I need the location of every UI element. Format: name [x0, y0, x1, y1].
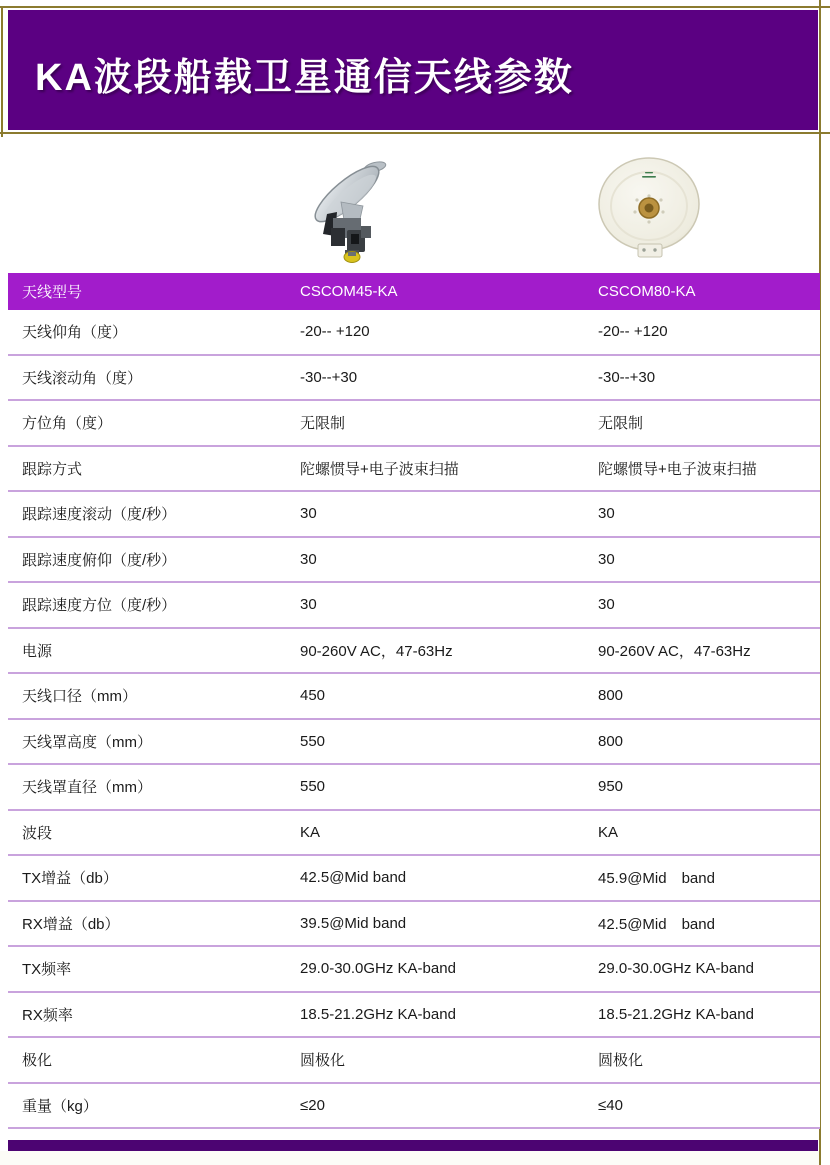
table-row — [8, 447, 820, 493]
spec-value-cscom45: -20-- +120 — [300, 323, 370, 341]
spec-value-cscom45: ≤20 — [300, 1096, 325, 1114]
spec-value-cscom80: KA — [598, 823, 619, 841]
table-row — [8, 1038, 820, 1084]
table-row — [8, 401, 820, 447]
table-body — [8, 310, 820, 1129]
spec-label: 波段 — [22, 824, 53, 842]
spec-value-cscom80: -20-- +120 — [598, 323, 668, 341]
table-header-label: 天线型号 — [22, 284, 83, 301]
bottom-margin — [0, 1151, 819, 1165]
table-row — [8, 765, 820, 811]
table-header-cscom80: CSCOM80-KA — [598, 283, 696, 300]
table-header-row — [8, 273, 820, 310]
spec-table — [8, 273, 820, 1129]
spec-value-cscom45: 39.5@Mid band — [300, 914, 407, 932]
spec-value-cscom80: 圆极化 — [598, 1052, 644, 1070]
spec-value-cscom45: 30 — [300, 550, 317, 568]
spec-label: 跟踪方式 — [22, 460, 83, 478]
table-row — [8, 492, 820, 538]
left-border-line — [1, 7, 3, 137]
spec-label: 重量（kg） — [22, 1097, 98, 1115]
spec-value-cscom80: -30--+30 — [598, 368, 656, 386]
spec-label: 跟踪速度滚动（度/秒） — [22, 506, 177, 524]
table-row — [8, 629, 820, 675]
spec-value-cscom80: 29.0-30.0GHz KA-band — [598, 960, 754, 978]
page-title-band — [8, 10, 818, 130]
spec-value-cscom80: 800 — [598, 732, 624, 750]
spec-value-cscom45: 陀螺惯导+电子波束扫描 — [300, 460, 459, 478]
table-row — [8, 993, 820, 1039]
product-images-row — [0, 144, 830, 270]
spec-value-cscom80: ≤40 — [598, 1096, 623, 1114]
table-row — [8, 356, 820, 402]
spec-label: 天线仰角（度） — [22, 324, 128, 342]
table-row — [8, 310, 820, 356]
spec-value-cscom80: 950 — [598, 778, 624, 796]
spec-value-cscom80: 陀螺惯导+电子波束扫描 — [598, 460, 757, 478]
spec-value-cscom45: 90-260V AC，47-63Hz — [300, 642, 453, 660]
spec-value-cscom80: 90-260V AC，47-63Hz — [598, 642, 751, 660]
spec-value-cscom80: 18.5-21.2GHz KA-band — [598, 1005, 754, 1023]
spec-value-cscom45: 18.5-21.2GHz KA-band — [300, 1005, 456, 1023]
spec-value-cscom80: 800 — [598, 687, 624, 705]
spec-label: 电源 — [22, 642, 53, 660]
spec-label: 跟踪速度方位（度/秒） — [22, 597, 177, 615]
spec-label: RX增益（db） — [22, 915, 120, 933]
spec-label: 天线罩直径（mm） — [22, 779, 152, 797]
spec-value-cscom45: 30 — [300, 596, 317, 614]
spec-value-cscom45: 圆极化 — [300, 1052, 346, 1070]
spec-value-cscom45: -30--+30 — [300, 368, 358, 386]
table-row — [8, 538, 820, 584]
gimbal-dish-antenna-icon — [305, 156, 400, 263]
spec-value-cscom45: 550 — [300, 778, 326, 796]
title-underline — [0, 132, 830, 134]
table-row — [8, 720, 820, 766]
spec-value-cscom80: 30 — [598, 550, 615, 568]
spec-label: 方位角（度） — [22, 415, 113, 433]
spec-label: TX增益（db） — [22, 870, 118, 888]
spec-value-cscom80: 30 — [598, 596, 615, 614]
table-row — [8, 902, 820, 948]
table-row — [8, 1084, 820, 1130]
spec-value-cscom45: 无限制 — [300, 415, 346, 433]
table-header-cscom45: CSCOM45-KA — [300, 283, 398, 300]
spec-label: RX频率 — [22, 1006, 73, 1024]
radome-dish-antenna-icon — [594, 156, 704, 260]
spec-label: 跟踪速度俯仰（度/秒） — [22, 551, 177, 569]
spec-value-cscom45: 29.0-30.0GHz KA-band — [300, 960, 456, 978]
table-row — [8, 811, 820, 857]
spec-label: 天线滚动角（度） — [22, 369, 143, 387]
spec-value-cscom80: 无限制 — [598, 415, 644, 433]
spec-value-cscom80: 30 — [598, 505, 615, 523]
spec-value-cscom45: 42.5@Mid band — [300, 869, 407, 887]
spec-value-cscom80: 45.9@Mid band — [598, 870, 715, 888]
spec-value-cscom45: 30 — [300, 505, 317, 523]
spec-label: 天线口径（mm） — [22, 688, 137, 706]
spec-value-cscom80: 42.5@Mid band — [598, 915, 715, 933]
spec-label: TX频率 — [22, 961, 72, 979]
spec-label: 极化 — [22, 1052, 53, 1070]
table-row — [8, 856, 820, 902]
footer-bar — [8, 1140, 818, 1151]
table-row — [8, 674, 820, 720]
spec-value-cscom45: KA — [300, 823, 321, 841]
spec-label: 天线罩高度（mm） — [22, 733, 152, 751]
page-title: KA波段船载卫星通信天线参数 — [35, 56, 574, 99]
top-border-line — [0, 6, 830, 8]
spec-value-cscom45: 550 — [300, 732, 326, 750]
table-row — [8, 947, 820, 993]
table-row — [8, 583, 820, 629]
spec-value-cscom45: 450 — [300, 687, 326, 705]
